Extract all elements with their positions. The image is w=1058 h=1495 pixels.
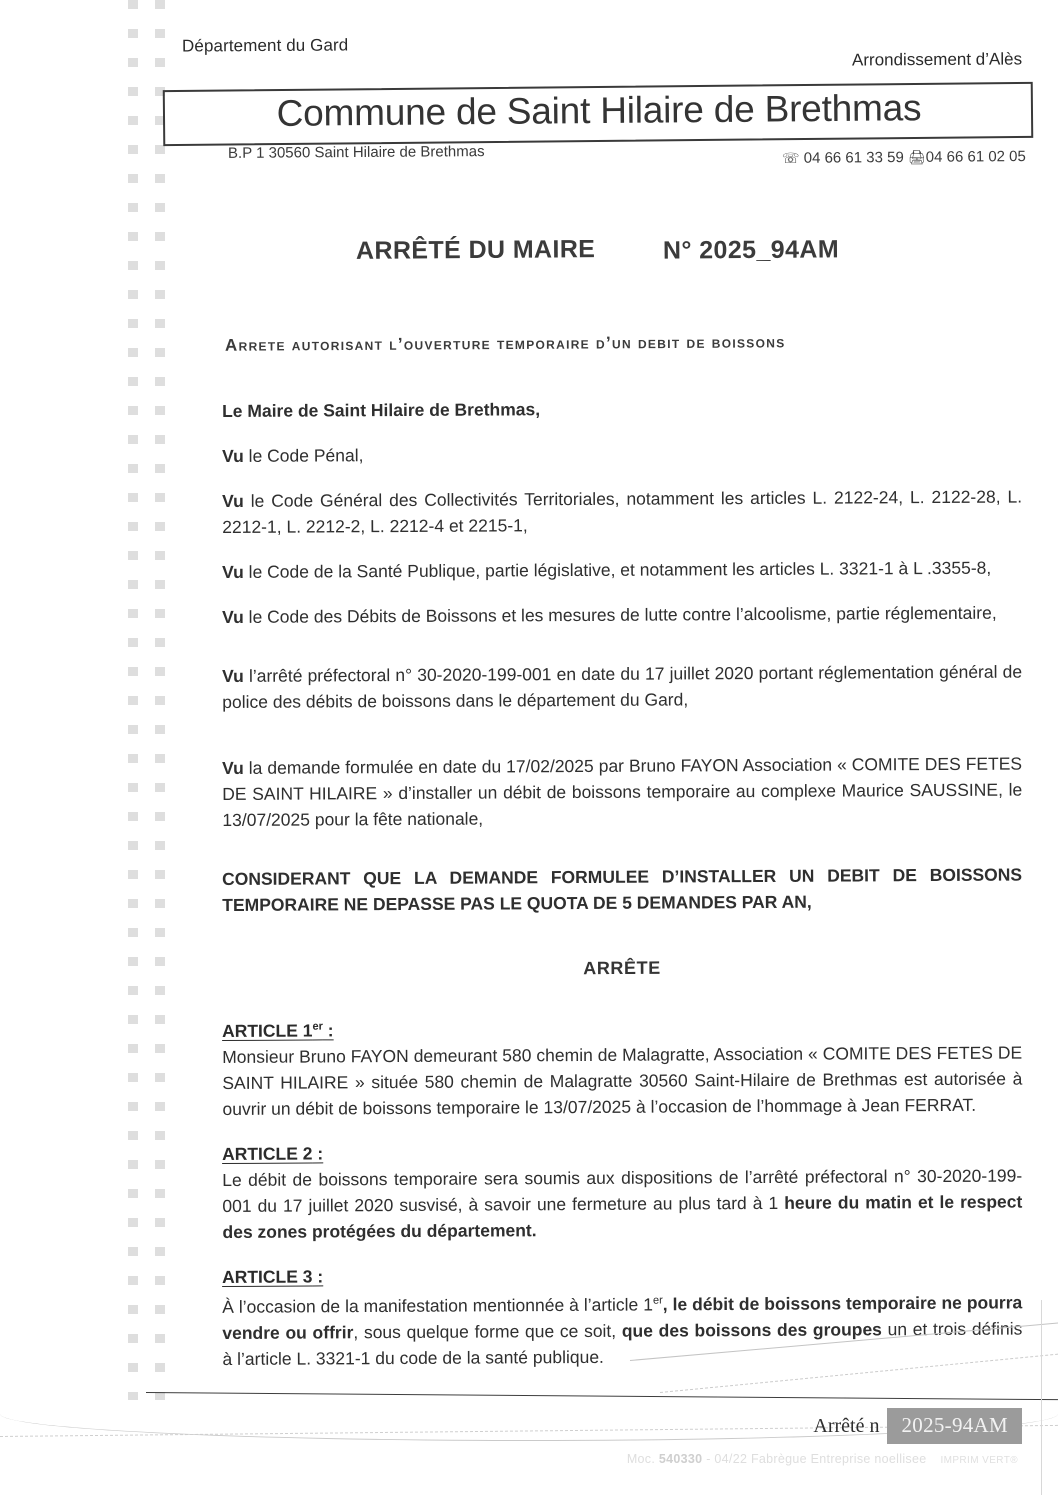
perforation-marks-column-left (128, 0, 138, 1400)
article-1-label-sup: er (312, 1020, 323, 1033)
printer-code: 540330 (658, 1452, 703, 1466)
vu-clause-3 (222, 555, 1022, 585)
article-2-block (222, 1140, 1023, 1245)
postal-address: B.P 1 30560 Saint Hilaire de Brethmas (227, 143, 485, 162)
vu-prefix: Vu (222, 490, 244, 511)
article-2-label-suffix: : (312, 1143, 324, 1164)
article-2-text-normal: Le débit de boissons temporaire sera soumis aux dispositions de l’arrêté préfectoral n° 30-2020-199-001 du 17 juillet 2020 susvisé, à savoir une fermeture au plus tard à 1 (222, 1165, 1023, 1216)
arrondissement-label: Arrondissement d’Alès (851, 49, 1023, 70)
phone-number: 04 66 61 33 59 (803, 149, 905, 167)
article-1-label (222, 1020, 334, 1042)
vu-clause-5 (222, 659, 1022, 715)
department-label: Département du Gard (181, 35, 349, 56)
vu-text: le Code Pénal, (243, 445, 364, 466)
vu-clause-2 (222, 484, 1022, 540)
article-1-text: Monsieur Bruno FAYON demeurant 580 chemin de Malagratte, Association « COMITE DES FETES DE SAINT HILAIRE » située 580 chemin de Malagratte 30560 Saint-Hilaire de Brethmas est autorisée à ouvrir un débit de boissons temporaire le 13/07/2025 à l’occasion de l’hommage à Jean FERRAT. (222, 1042, 1023, 1119)
article-3-text-sup: er (652, 1294, 663, 1307)
imprim-vert-logo: IMPRIM VERT® (940, 1455, 1018, 1466)
vu-prefix: Vu (222, 561, 244, 582)
article-3-label (222, 1266, 323, 1288)
vu-text: le Code des Débits de Boissons et les mesures de lutte contre l’alcoolisme, partie réglementaire, (243, 602, 997, 627)
article-2-text (222, 1163, 1022, 1245)
document-title: ARRÊTÉ DU MAIRE (355, 235, 596, 265)
fax-icon: 🖨 (908, 148, 926, 165)
commune-title: Commune de Saint Hilaire de Brethmas (276, 87, 922, 134)
document-number: N° 2025_94AM (662, 235, 840, 265)
vu-prefix: Vu (222, 665, 244, 686)
vu-prefix: Vu (222, 606, 244, 627)
considerant-clause: CONSIDERANT QUE LA DEMANDE FORMULEE D’INSTALLER UN DEBIT DE BOISSONS TEMPORAIRE NE DEPASSE PAS LE QUOTA DE 5 DEMANDES PAR AN, (222, 864, 1023, 915)
contact-line (782, 148, 1026, 167)
article-3-block (222, 1263, 1023, 1372)
vu-text: le Code de la Santé Publique, partie législative, et notamment les articles L. 3321-1 à L .3355-8, (243, 557, 992, 582)
document-body (222, 398, 1022, 1394)
article-1-label-prefix: ARTICLE 1 (222, 1020, 313, 1041)
vu-text: l’arrêté préfectoral n° 30-2020-199-001 en date du 17 juillet 2020 portant réglementation général de police des débits de boissons dans le département du Gard, (222, 661, 1023, 712)
document-subtitle: Arrete autorisant l’ouverture temporaire d’un debit de boissons (224, 332, 786, 355)
mayor-line: Le Maire de Saint Hilaire de Brethmas, (222, 399, 541, 421)
vu-clause-6 (222, 751, 1022, 833)
footer-reference-stamp (813, 1408, 1022, 1444)
article-3-label-prefix: ARTICLE 3 (222, 1266, 313, 1287)
article-3-text-bold-1: , le débit de boissons temporaire ne pourra vendre ou offrir (222, 1292, 1023, 1343)
article-2-label (222, 1143, 323, 1165)
article-2-label-prefix: ARTICLE 2 (222, 1143, 313, 1164)
scan-artifact-right-edge (1041, 1300, 1042, 1495)
article-3-text (222, 1286, 1022, 1372)
article-3-label-suffix: : (312, 1266, 324, 1287)
article-3-text-bold-2: que des boissons des groupes (621, 1319, 882, 1341)
perforation-marks-column-right (155, 0, 165, 1400)
fax-number: 04 66 61 02 05 (925, 148, 1027, 166)
vu-text: la demande formulée en date du 17/02/2025 par Bruno FAYON Association « COMITE DES FETES DE SAINT HILAIRE » d’installer un débit de boissons temporaire au complexe Maurice SAUSSINE, le 13/07/2025 pour la fête nationale, (222, 753, 1023, 830)
article-2-text-bold: heure du matin et le respect des zones protégées du département. (222, 1191, 1023, 1242)
footer-stamp-value: 2025-94AM (887, 1408, 1022, 1444)
vu-prefix: Vu (222, 445, 244, 466)
vu-text: le Code Général des Collectivités Territoriales, notamment les articles L. 2122-24, L. 2122-28, L. 2212-1, L. 2212-2, L. 2212-4 et 2215-1, (222, 486, 1023, 537)
vu-prefix: Vu (222, 757, 244, 778)
article-1-label-suffix: : (322, 1020, 334, 1041)
footer-stamp-label: Arrêté n (813, 1414, 880, 1437)
article-3-text-normal-2: , sous quelque forme que ce soit, (353, 1320, 622, 1343)
vu-clause-1 (222, 439, 1022, 469)
printer-suffix: - 04/22 Fabrègue Entreprise noellisee (702, 1452, 927, 1466)
printer-prefix: Moc. (626, 1452, 659, 1466)
arrete-heading: ARRÊTE (583, 957, 661, 979)
phone-icon: ☏ (782, 149, 800, 166)
article-3-text-normal-3: un et trois définis à l’article L. 3321-1 du code de la santé publique. (222, 1318, 1023, 1369)
article-3-text-normal-1: À l’occasion de la manifestation mentionnée à l’article 1 (222, 1294, 654, 1317)
article-1-block (222, 1017, 1023, 1122)
vu-clause-4 (222, 600, 1022, 630)
commune-title-wrapper (169, 80, 1029, 142)
printer-imprint-line (627, 1452, 1018, 1466)
